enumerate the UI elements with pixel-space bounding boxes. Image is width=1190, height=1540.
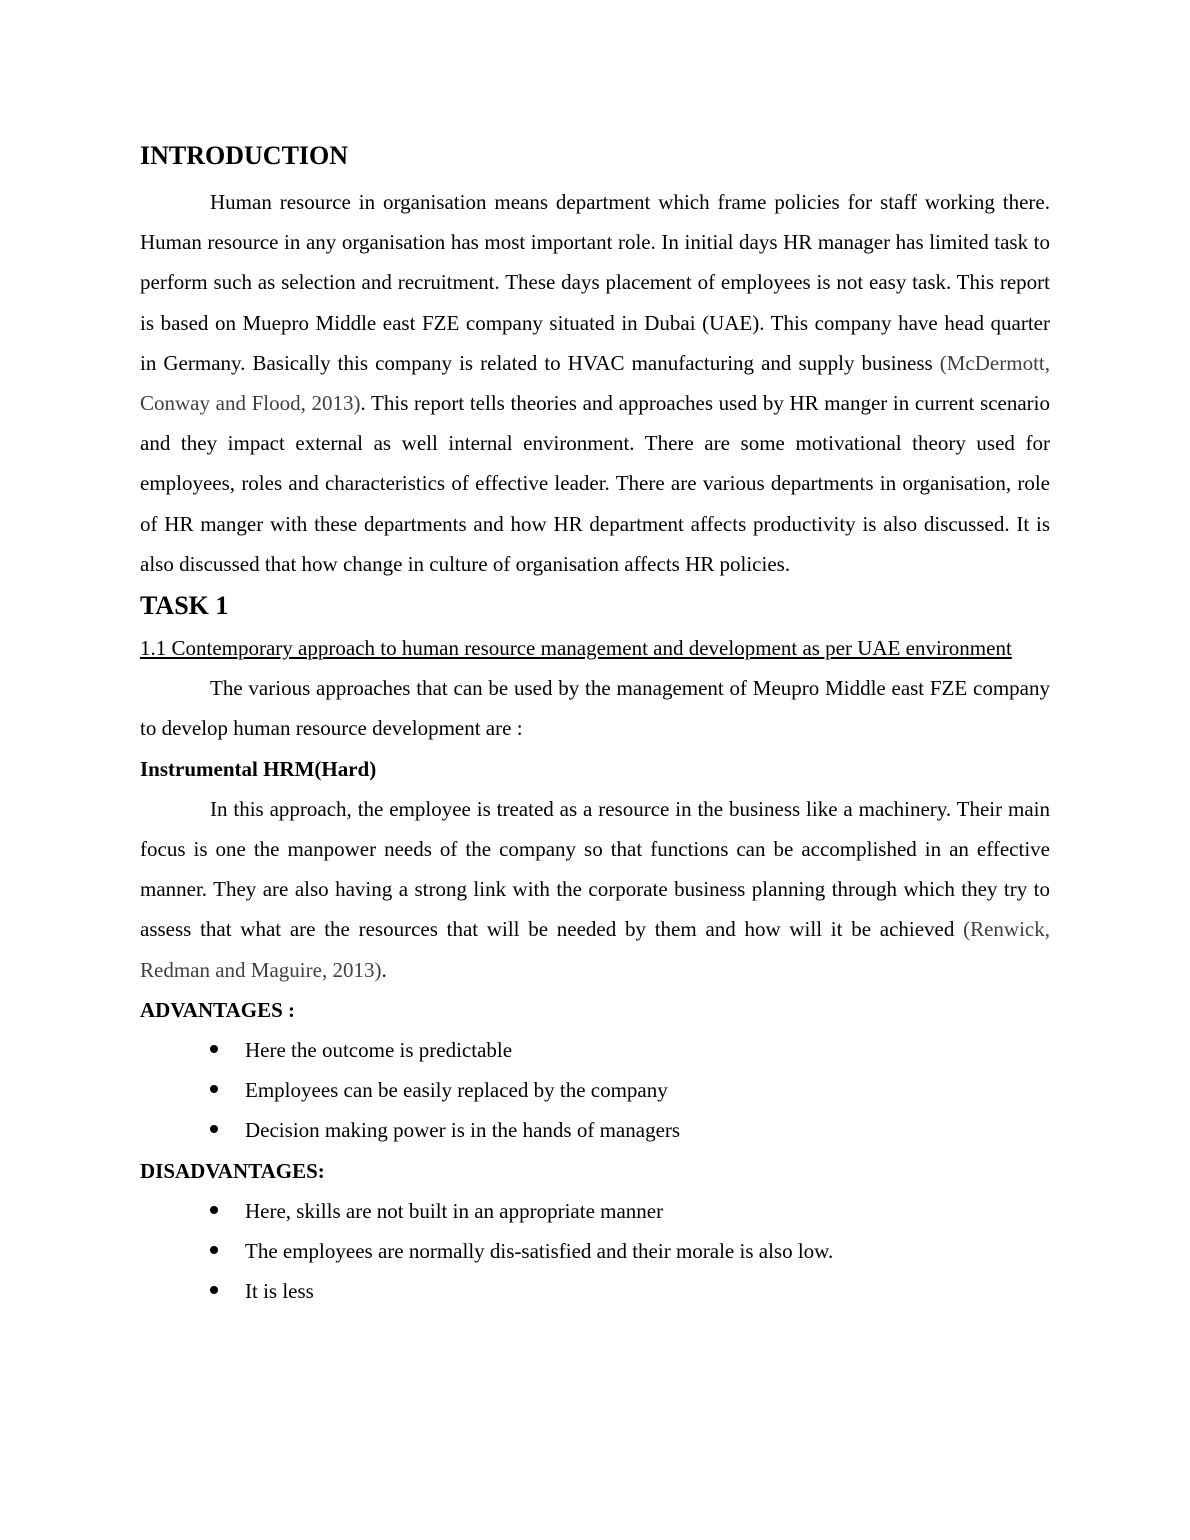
instrumental-text-before-citation: In this approach, the employee is treated as a resource in the business like a machinery. Their main focus is one the manpower needs of the company so that functions can be accomplished in an effective manner. They are also having a strong link with the corporate business planning through which they try to assess that what are the resources that will be needed by them and how will it be achieved xyxy=(140,796,1050,942)
list-item xyxy=(140,1271,1050,1311)
bullet-icon xyxy=(210,1045,218,1053)
list-item xyxy=(140,1231,1050,1271)
intro-text-after-citation: . This report tells theories and approaches used by HR manger in current scenario and they impact external as well internal environment. There are some motivational theory used for employees, roles and characteristics of effective leader. There are various departments in organisation, role of HR manger with these departments and how HR department affects productivity is also discussed. It is also discussed that how change in culture of organisation affects HR policies. xyxy=(140,391,1050,576)
advantages-heading: ADVANTAGES : xyxy=(140,997,295,1022)
list-item-text: The employees are normally dis-satisfied and their morale is also low. xyxy=(245,1239,834,1264)
bullet-icon xyxy=(210,1286,218,1294)
task1-heading: TASK 1 xyxy=(140,591,229,621)
disadvantages-list xyxy=(140,1191,1050,1312)
citation-renwick: (Renwick, Redman and Maguire, 2013) xyxy=(140,917,1050,982)
introduction-heading: INTRODUCTION xyxy=(140,141,349,170)
list-item-text: Here the outcome is predictable xyxy=(245,1038,513,1063)
document-page xyxy=(140,138,1050,1311)
section-1-1-heading: 1.1 Contemporary approach to human resource management and development as per UAE environment xyxy=(140,636,1012,661)
introduction-paragraph xyxy=(140,182,1050,584)
list-item-text: Employees can be easily replaced by the company xyxy=(245,1078,668,1103)
bullet-icon xyxy=(210,1246,218,1254)
advantages-list xyxy=(140,1030,1050,1151)
list-item xyxy=(140,1070,1050,1110)
approaches-paragraph: The various approaches that can be used by the management of Meupro Middle east FZE company to develop human resource development are : xyxy=(140,676,1050,741)
intro-text-before-citation: Human resource in organisation means department which frame policies for staff working there. Human resource in any organisation has most important role. In initial days HR manager has limited task to perform such as selection and recruitment. These days placement of employees is not easy task. This report is based on Muepro Middle east FZE company situated in Dubai (UAE). This company have head quarter in Germany. Basically this company is related to HVAC manufacturing and supply business xyxy=(140,190,1050,375)
bullet-icon xyxy=(210,1206,218,1214)
disadvantages-heading: DISADVANTAGES: xyxy=(140,1158,325,1183)
bullet-icon xyxy=(210,1125,218,1133)
list-item xyxy=(140,1191,1050,1231)
list-item-text: It is less xyxy=(245,1279,314,1304)
bullet-icon xyxy=(210,1085,218,1093)
list-item xyxy=(140,1110,1050,1150)
list-item-text: Here, skills are not built in an appropriate manner xyxy=(245,1198,664,1223)
instrumental-text-after-citation: . xyxy=(381,957,387,982)
citation-mcdermott: (McDermott, Conway and Flood, 2013) xyxy=(140,350,1050,416)
list-item xyxy=(140,1030,1050,1070)
instrumental-hrm-paragraph xyxy=(140,789,1050,990)
instrumental-hrm-heading: Instrumental HRM(Hard) xyxy=(140,756,377,781)
list-item-text: Decision making power is in the hands of managers xyxy=(245,1118,681,1143)
